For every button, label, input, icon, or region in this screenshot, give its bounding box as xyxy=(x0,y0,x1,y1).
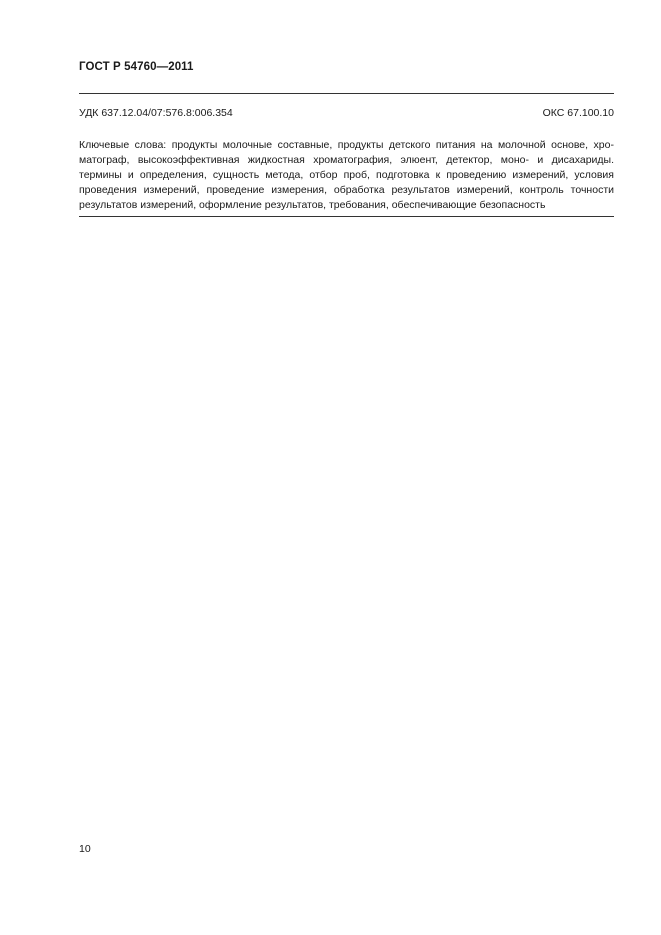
bottom-divider xyxy=(79,216,614,217)
keywords-paragraph xyxy=(79,138,614,213)
keywords-line: термины и определения, сущность метода, отбор проб, подготовка к проведению измерений, условия xyxy=(79,169,614,181)
keywords-line: проведения измерений, проведение измерения, обработка результатов измерений, контроль точности xyxy=(79,184,614,196)
keywords-line: Ключевые слова: продукты молочные составные, продукты детского питания на молочной основе, хро- xyxy=(79,139,614,151)
keywords-line: результатов измерений, оформление результатов, требования, обеспечивающие безопасность xyxy=(79,199,546,211)
udc-code: УДК 637.12.04/07:576.8:006.354 xyxy=(79,107,233,119)
top-divider xyxy=(79,93,614,94)
document-code: ГОСТ Р 54760—2011 xyxy=(79,61,194,73)
page-number: 10 xyxy=(79,843,91,855)
oks-code: ОКС 67.100.10 xyxy=(542,107,614,119)
keywords-line: матограф, высокоэффективная жидкостная хроматография, элюент, детектор, моно- и дисахариды. xyxy=(79,154,614,166)
